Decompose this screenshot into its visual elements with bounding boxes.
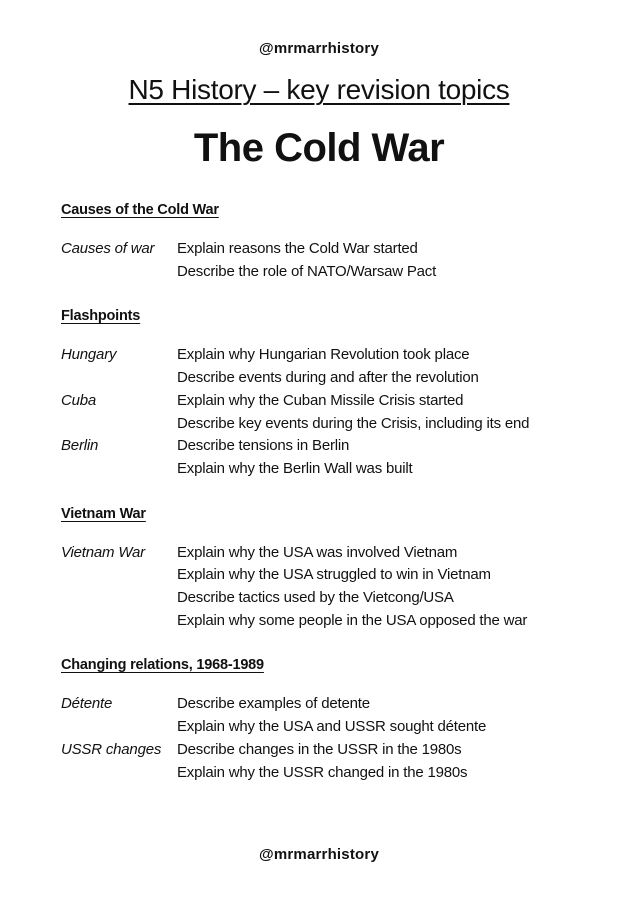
section-changing-relations — [61, 654, 601, 784]
topic-points — [177, 390, 601, 435]
topic-row — [61, 238, 601, 283]
topic-row — [61, 344, 601, 389]
topic-points — [177, 542, 601, 633]
topic-label: Détente — [61, 695, 113, 713]
section-flashpoints — [61, 305, 601, 480]
topic-point: Describe events during and after the revolution — [177, 369, 479, 387]
topic-point: Explain reasons the Cold War started — [177, 240, 418, 257]
topic-point: Describe changes in the USSR in the 1980s — [177, 740, 462, 758]
topic-row — [61, 390, 601, 435]
section-heading: Causes of the Cold War — [61, 202, 219, 218]
page-subtitle: N5 History – key revision topics — [128, 74, 510, 105]
topic-label: Hungary — [61, 346, 117, 364]
topic-label: Causes of war — [61, 240, 155, 257]
page-title: The Cold War — [193, 126, 445, 170]
topic-point: Explain why the USA was involved Vietnam — [177, 543, 458, 561]
topic-points — [177, 238, 601, 283]
footer-handle: @mrmarrhistory — [259, 846, 379, 863]
topic-point: Explain why the USA struggled to win in Vietnam — [177, 566, 491, 584]
topic-label: Berlin — [61, 437, 99, 455]
topic-points — [177, 693, 601, 738]
topic-row — [61, 693, 601, 738]
topic-point: Explain why Hungarian Revolution took place — [177, 346, 470, 364]
topic-point: Describe key events during the Crisis, including its end — [177, 414, 530, 432]
section-causes-of-the-cold-war — [61, 199, 601, 283]
topic-points — [177, 435, 601, 480]
topic-point: Describe examples of detente — [177, 695, 370, 713]
topic-row — [61, 542, 601, 633]
topic-label: Cuba — [61, 391, 97, 409]
section-heading: Changing relations, 1968-1989 — [61, 657, 264, 674]
topic-point: Describe tactics used by the Vietcong/USA — [177, 589, 454, 607]
topic-points — [177, 344, 601, 389]
header-handle: @mrmarrhistory — [259, 40, 379, 57]
topic-points — [177, 739, 601, 784]
topic-point: Explain why the Berlin Wall was built — [177, 459, 413, 477]
topic-row — [61, 435, 601, 480]
section-heading: Flashpoints — [61, 308, 141, 325]
topic-point: Explain why some people in the USA opposed the war — [177, 611, 528, 629]
topic-label: Vietnam War — [61, 543, 145, 561]
section-vietnam-war — [61, 503, 601, 633]
topic-point: Describe tensions in Berlin — [177, 437, 350, 455]
topic-row — [61, 739, 601, 784]
topic-point: Explain why the Cuban Missile Crisis started — [177, 391, 464, 409]
section-heading: Vietnam War — [61, 505, 146, 522]
revision-topics — [61, 199, 601, 784]
topic-point: Explain why the USA and USSR sought détente — [177, 718, 487, 736]
topic-point: Describe the role of NATO/Warsaw Pact — [177, 262, 437, 280]
topic-label: USSR changes — [61, 740, 162, 758]
topic-point: Explain why the USSR changed in the 1980s — [177, 763, 468, 781]
